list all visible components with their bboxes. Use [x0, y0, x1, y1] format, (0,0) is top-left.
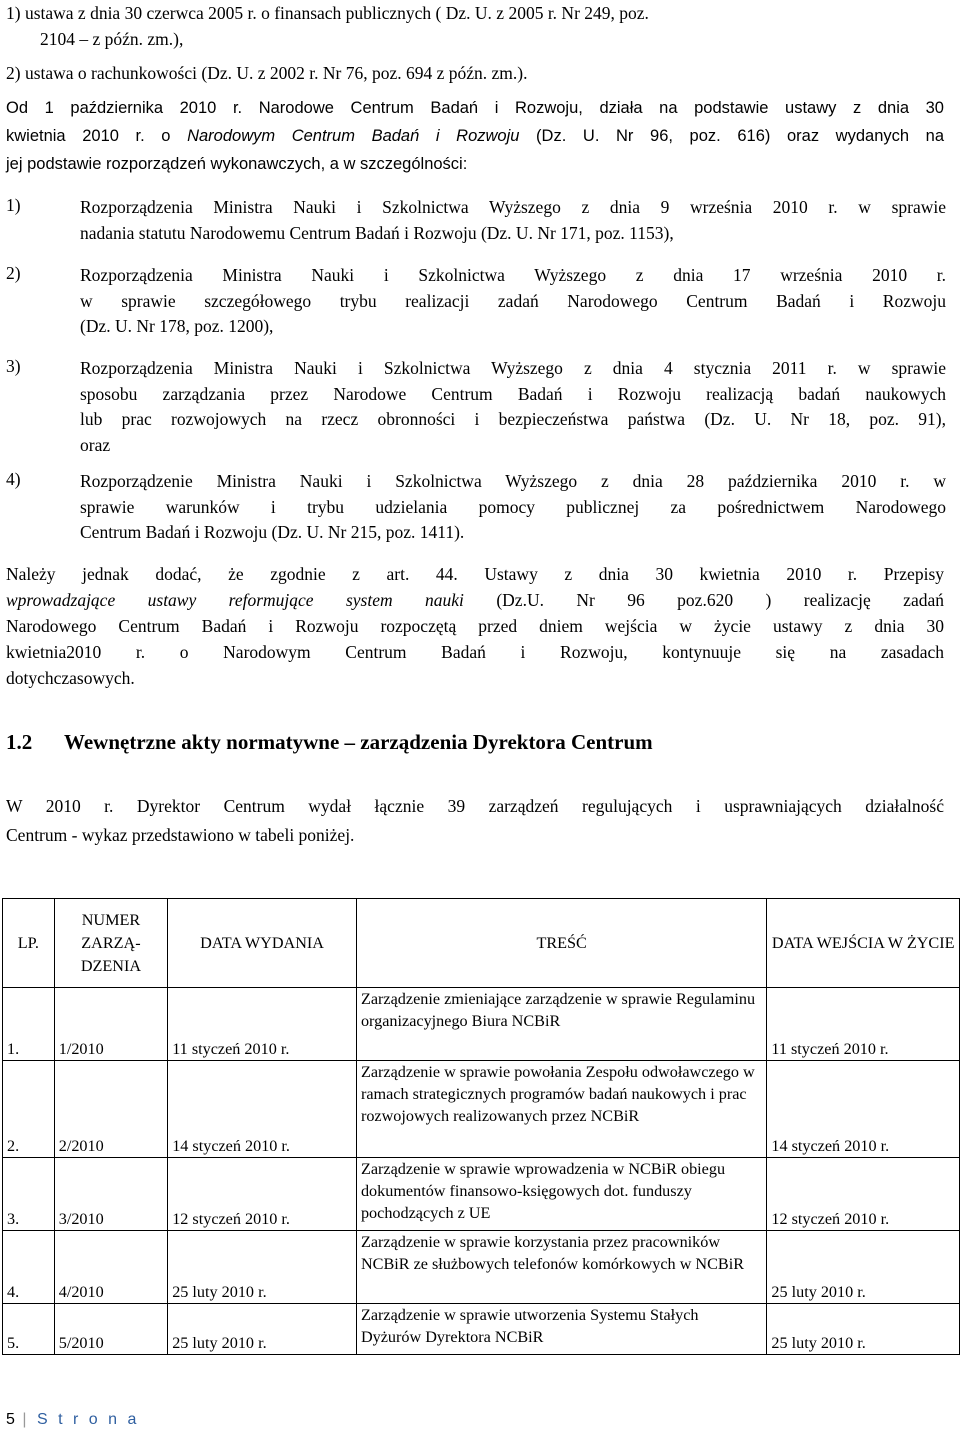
cell-effective: 14 styczeń 2010 r. [767, 1061, 960, 1158]
cell-content: Zarządzenie w sprawie powołania Zespołu odwoławczego w ramach strategicznych programów badań naukowych i prac rozwojowych realizowanych przez NCBiR [356, 1061, 766, 1158]
footer-separator: | [22, 1411, 30, 1428]
regulation-line: (Dz. U. Nr 178, poz. 1200), [80, 316, 274, 336]
list-item-accounting-act [6, 62, 527, 84]
page-footer [6, 1411, 139, 1429]
intro-line: jej podstawie rozporządzeń wykonawczych, a w szczególności: [6, 155, 468, 173]
regulation-line: Rozporządzenie Ministra Nauki i Szkolnictwa Wyższego z dnia 28 października 2010 r. w [80, 471, 946, 491]
cell-number: 4/2010 [54, 1231, 167, 1304]
cell-effective: 12 styczeń 2010 r. [767, 1158, 960, 1231]
cell-lp: 3. [3, 1158, 55, 1231]
cell-content: Zarządzenie w sprawie korzystania przez pracowników NCBiR ze służbowych telefonów komórkowych w NCBiR [356, 1231, 766, 1304]
regulation-number: 3) [6, 356, 21, 376]
table-row [3, 1304, 960, 1355]
cell-effective: 25 luty 2010 r. [767, 1231, 960, 1304]
regulation-line: Rozporządzenia Ministra Nauki i Szkolnictwa Wyższego z dnia 9 września 2010 r. w sprawie [80, 197, 946, 217]
note-line: Należy jednak dodać, że zgodnie z art. 44. Ustawy z dnia 30 kwietnia 2010 r. Przepisy [6, 564, 944, 584]
note-line [6, 587, 944, 613]
ordinances-table [2, 898, 960, 1355]
cell-issued: 11 styczeń 2010 r. [168, 988, 357, 1061]
section-number: 1.2 [6, 730, 33, 754]
cell-number: 2/2010 [54, 1061, 167, 1158]
cell-issued: 14 styczeń 2010 r. [168, 1061, 357, 1158]
intro-text: kwietnia 2010 r. o [6, 127, 188, 145]
regulation-line: sprawie warunków i trybu udzielania pomocy publicznej za pośrednictwem Narodowego [80, 496, 946, 517]
regulation-item [80, 263, 946, 340]
cell-lp: 1. [3, 988, 55, 1061]
cell-number: 3/2010 [54, 1158, 167, 1231]
regulation-line: nadania statutu Narodowemu Centrum Badań i Rozwoju (Dz. U. Nr 171, poz. 1153), [80, 222, 674, 243]
regulation-item [80, 356, 946, 458]
regulation-number: 2) [6, 263, 21, 283]
list-item-finance-act-cont [40, 28, 183, 50]
intro-text: (Dz. U. Nr 96, poz. 616) oraz wydanych na [519, 127, 945, 145]
intro-line [6, 122, 944, 150]
regulation-line: w sprawie szczegółowego trybu realizacji zadań Narodowego Centrum Badań i Rozwoju [80, 290, 946, 311]
cell-content: Zarządzenie w sprawie utworzenia Systemu Stałych Dyżurów Dyrektora NCBiR [356, 1304, 766, 1355]
summary-line: Centrum - wykaz przedstawiono w tabeli poniżej. [6, 825, 355, 845]
cell-lp: 4. [3, 1231, 55, 1304]
note-text: (Dz.U. Nr 96 poz.620 ) realizację zadań [463, 590, 944, 610]
header-number: NUMER ZARZĄ- DZENIA [54, 899, 167, 988]
table-row [3, 1061, 960, 1158]
header-content: TREŚĆ [356, 899, 766, 988]
cell-lp: 5. [3, 1304, 55, 1355]
summary-paragraph [6, 792, 944, 850]
regulation-line: Rozporządzenia Ministra Nauki i Szkolnictwa Wyższego z dnia 17 września 2010 r. [80, 265, 946, 285]
note-line: dotychczasowych. [6, 668, 135, 688]
regulation-item [80, 195, 946, 246]
note-line: Narodowego Centrum Badań i Rozwoju rozpoczętą przed dniem wejścia w życie ustawy z dnia 30 [6, 616, 944, 636]
footer-label: S t r o n a [36, 1411, 140, 1428]
cell-content: Zarządzenie zmieniające zarządzenie w sprawie Regulaminu organizacyjnego Biura NCBiR [356, 988, 766, 1061]
table-row [3, 1231, 960, 1304]
cell-issued: 12 styczeń 2010 r. [168, 1158, 357, 1231]
cell-number: 5/2010 [54, 1304, 167, 1355]
table-row [3, 988, 960, 1061]
note-emphasis: wprowadzające ustawy reformujące system nauki [6, 590, 464, 610]
intro-paragraph [6, 94, 944, 178]
cell-issued: 25 luty 2010 r. [168, 1304, 357, 1355]
intro-line: Od 1 października 2010 r. Narodowe Centrum Badań i Rozwoju, działa na podstawie ustawy z dnia 30 [6, 99, 944, 117]
regulation-line: sposobu zarządzania przez Narodowe Centrum Badań i Rozwoju realizacją badań naukowych [80, 383, 946, 404]
summary-line: W 2010 r. Dyrektor Centrum wydał łącznie 39 zarządzeń regulujących i usprawniających działalność [6, 796, 944, 816]
note-line: kwietnia2010 r. o Narodowym Centrum Badań i Rozwoju, kontynuuje się na zasadach [6, 642, 944, 662]
regulation-line: Rozporządzenia Ministra Nauki i Szkolnictwa Wyższego z dnia 4 stycznia 2011 r. w sprawie [80, 358, 946, 378]
list-item-text: 2104 – z późn. zm.), [40, 29, 184, 49]
section-heading [6, 730, 653, 755]
regulation-number: 1) [6, 195, 21, 215]
regulation-item [80, 469, 946, 546]
cell-effective: 25 luty 2010 r. [767, 1304, 960, 1355]
cell-content: Zarządzenie w sprawie wprowadzenia w NCBiR obiegu dokumentów finansowo-księgowych dot. funduszy pochodzących z UE [356, 1158, 766, 1231]
cell-lp: 2. [3, 1061, 55, 1158]
list-item-text: 1) ustawa z dnia 30 czerwca 2005 r. o finansach publicznych ( Dz. U. z 2005 r. Nr 249, poz. [6, 3, 649, 23]
regulation-line: lub prac rozwojowych na rzecz obronności i bezpieczeństwa państwa (Dz. U. Nr 18, poz. 91), [80, 409, 946, 429]
table-row [3, 1158, 960, 1231]
header-effective: DATA WEJŚCIA W ŻYCIE [767, 899, 960, 988]
regulation-line: oraz [80, 434, 111, 455]
table-header-row [3, 899, 960, 988]
regulation-line: Centrum Badań i Rozwoju (Dz. U. Nr 215, poz. 1411). [80, 522, 465, 542]
cell-number: 1/2010 [54, 988, 167, 1061]
regulation-number: 4) [6, 469, 21, 489]
list-item-text: 2) ustawa o rachunkowości (Dz. U. z 2002 r. Nr 76, poz. 694 z późn. zm.). [6, 63, 528, 83]
cell-issued: 25 luty 2010 r. [168, 1231, 357, 1304]
header-lp: LP. [3, 899, 55, 988]
section-title: Wewnętrzne akty normatywne – zarządzenia Dyrektora Centrum [64, 730, 653, 754]
page-number: 5 [6, 1411, 15, 1428]
cell-effective: 11 styczeń 2010 r. [767, 988, 960, 1061]
intro-emphasis: Narodowym Centrum Badań i Rozwoju [187, 127, 520, 145]
list-item-finance-act [6, 2, 649, 24]
note-paragraph [6, 561, 944, 691]
header-issued: DATA WYDANIA [168, 899, 357, 988]
